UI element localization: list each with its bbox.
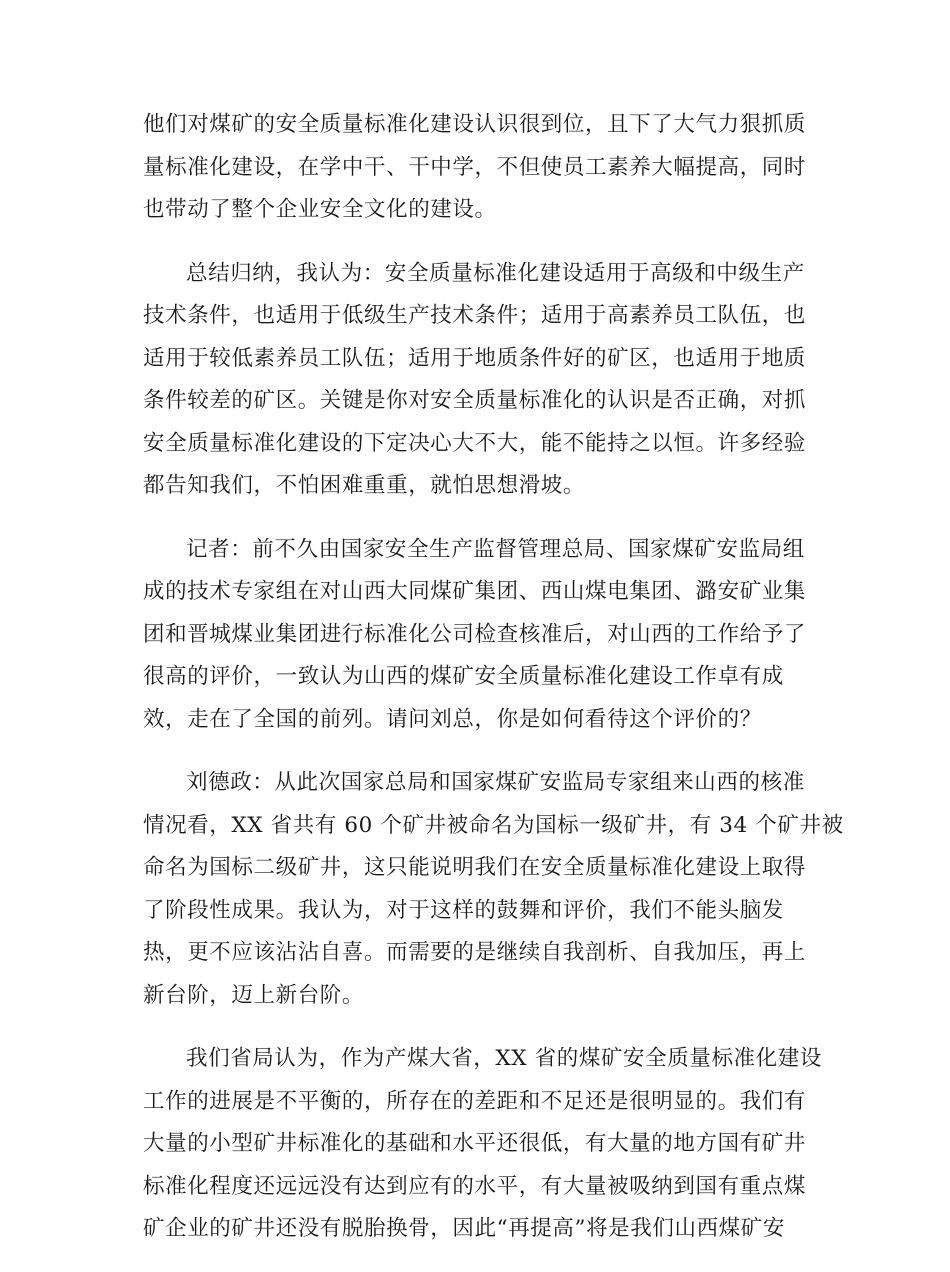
paragraph-4 [143,762,844,1017]
text-line: 条件较差的矿区。关键是你对安全质量标准化的认识是否正确，对抓 [143,388,807,413]
text-line: 情况看，XX 省共有 60 个矿井被命名为国标一级矿井，有 34 个矿井被 [143,812,844,838]
text-line: 技术条件，也适用于低级生产技术条件；适用于高素养员工队伍，也 [143,303,807,328]
text-line: 大量的小型矿井标准化的基础和水平还很低，有大量的地方国有矿井 [143,1131,807,1156]
text-line: 我们省局认为，作为产煤大省，XX 省的煤矿安全质量标准化建设 [186,1046,822,1071]
text-line: 刘德政：从此次国家总局和国家煤矿安监局专家组来山西的核准 [186,770,805,795]
text-line: 也带动了整个企业安全文化的建设。 [143,197,497,222]
text-line: 记者：前不久由国家安全生产监督管理总局、国家煤矿安监局组 [186,536,805,562]
text-line: 团和晋城煤业集团进行标准化公司检查核准后，对山西的工作给予了 [143,621,807,647]
text-line: 新台阶，迈上新台阶。 [143,982,365,1008]
text-line: 了阶段性成果。我认为，对于这样的鼓舞和评价，我们不能头脑发 [143,897,784,923]
text-line: 热，更不应该沾沾自喜。而需要的是继续自我剖析、自我加压，再上 [143,940,807,965]
document-body [143,104,844,1272]
text-line: 标准化程度还远远没有达到应有的水平，有大量被吸纳到国有重点煤 [143,1173,807,1199]
paragraph-2 [143,253,807,508]
text-line: 命名为国标二级矿井，这只能说明我们在安全质量标准化建设上取得 [143,855,807,880]
paragraph-1 [143,104,807,232]
text-line: 都告知我们，不怕困难重重，就怕思想滑坡。 [143,473,586,498]
text-line: 矿企业的矿井还没有脱胎换骨，因此“再提高”将是我们山西煤矿安 [143,1216,785,1241]
text-line: 成的技术专家组在对山西大同煤矿集团、西山煤电集团、潞安矿业集 [143,579,807,604]
paragraph-3 [143,529,807,742]
text-line: 量标准化建设，在学中干、干中学，不但使员工素养大幅提高，同时 [143,154,807,180]
text-line: 适用于较低素养员工队伍；适用于地质条件好的矿区，也适用于地质 [143,345,807,371]
text-line: 很高的评价，一致认为山西的煤矿安全质量标准化建设工作卓有成 [143,664,784,689]
text-line: 他们对煤矿的安全质量标准化建设认识很到位，且下了大气力狠抓质 [143,112,807,137]
text-line: 工作的进展是不平衡的，所存在的差距和不足还是很明显的。我们有 [143,1088,807,1114]
text-line: 总结归纳，我认为：安全质量标准化建设适用于高级和中级生产 [186,260,805,286]
text-line: 效，走在了全国的前列。请问刘总，你是如何看待这个评价的？ [143,706,762,732]
paragraph-5 [143,1038,822,1251]
text-line: 安全质量标准化建设的下定决心大不大，能不能持之以恒。许多经验 [143,430,807,456]
